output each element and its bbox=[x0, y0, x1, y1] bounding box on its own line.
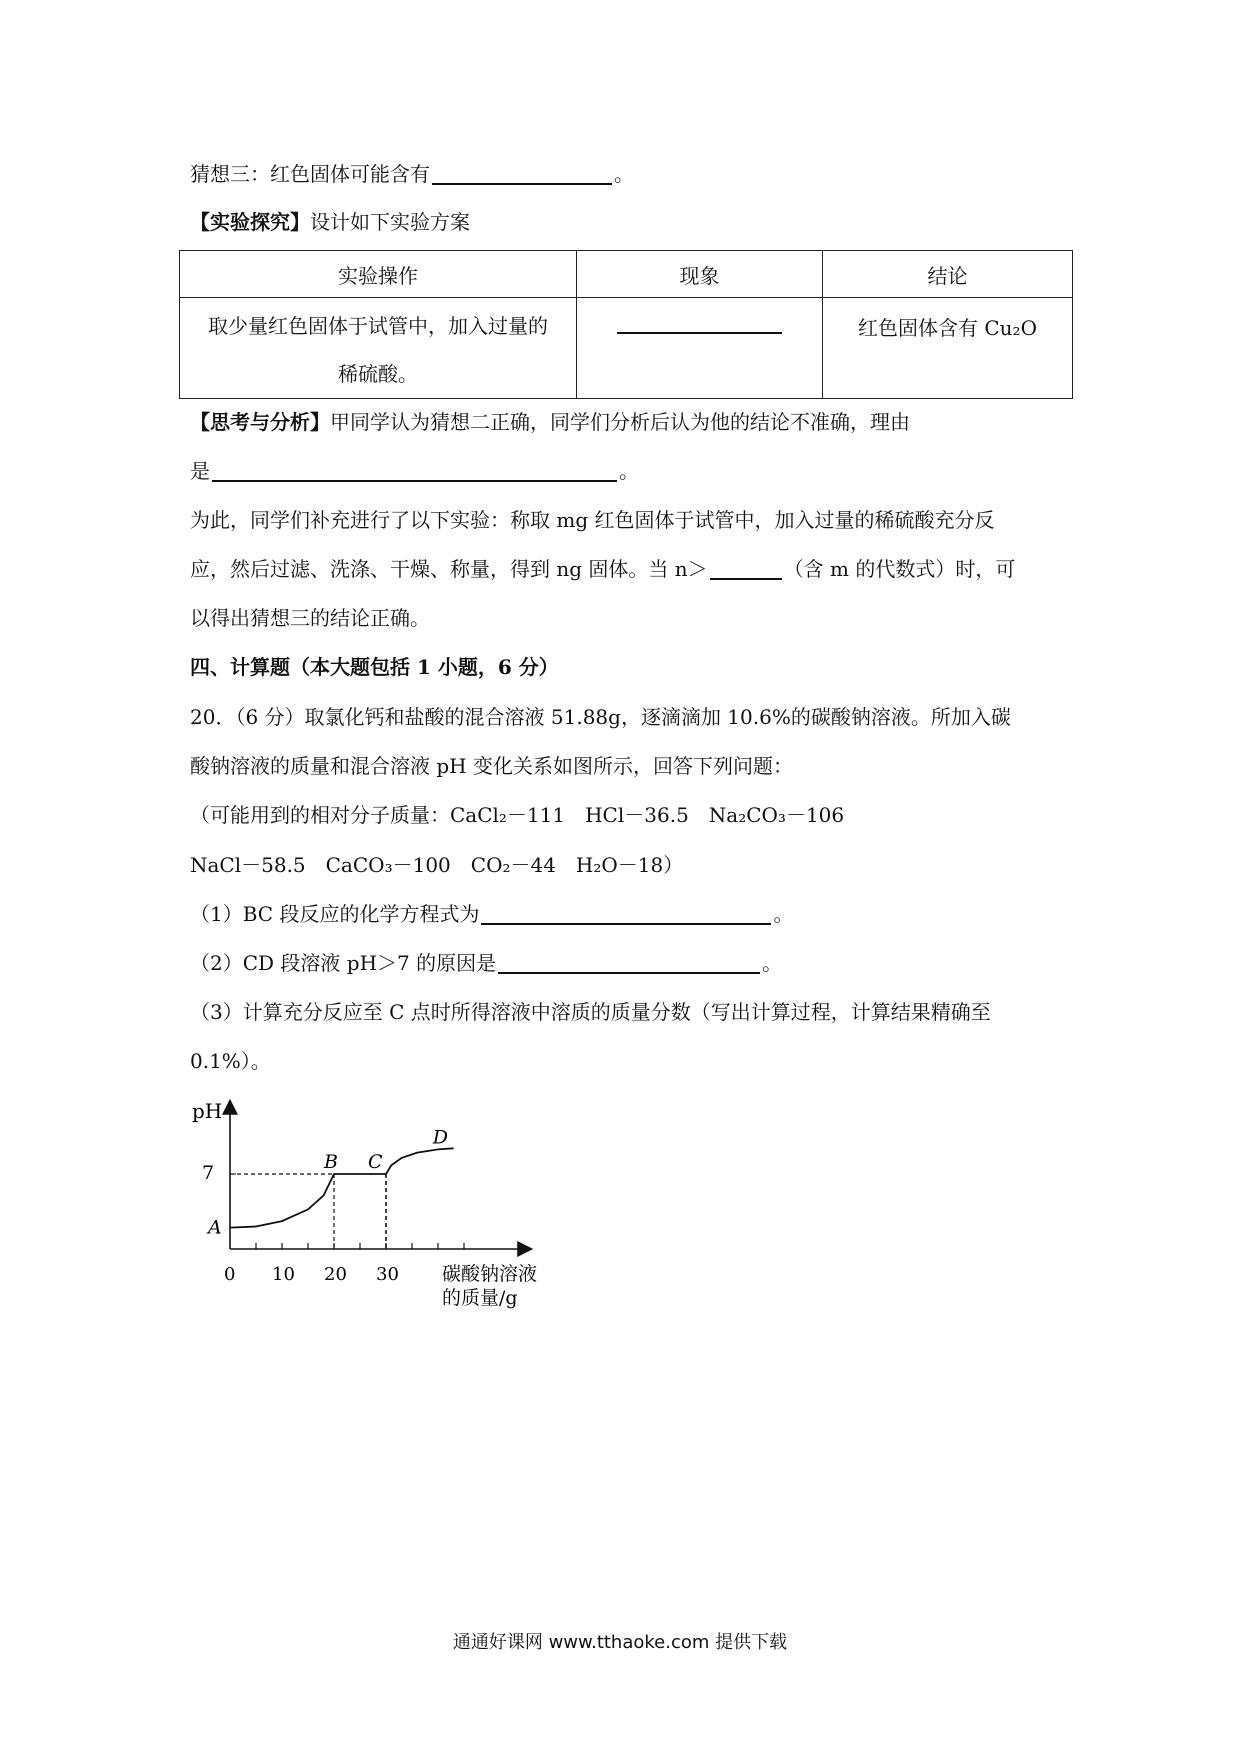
supplement-line1: 为此，同学们补充进行了以下实验：称取 mg 红色固体于试管中，加入过量的稀硫酸充分反 bbox=[190, 508, 995, 532]
analysis-bracket: 【思考与分析】 bbox=[190, 410, 330, 434]
reason-answer-blank[interactable] bbox=[212, 458, 617, 482]
supplement-line2-start: 应，然后过滤、洗涤、干燥、称量，得到 ng 固体。当 n＞ bbox=[190, 557, 708, 581]
cell-phenomenon bbox=[577, 298, 823, 399]
q20-sub1-end: 。 bbox=[773, 902, 794, 926]
y-axis-label: pH bbox=[192, 1099, 223, 1123]
analysis-text: 甲同学认为猜想二正确，同学们分析后认为他的结论不准确，理由 bbox=[330, 410, 910, 434]
y-tick-7: 7 bbox=[202, 1162, 215, 1184]
analysis-line2-start: 是 bbox=[190, 459, 210, 483]
table-row bbox=[180, 298, 1073, 399]
q20-line1: 20．（6 分）取氯化钙和盐酸的混合溶液 51.88g，逐滴滴加 10.6%的碳酸钠溶液。所加入碳 bbox=[190, 705, 1011, 729]
experiment-heading-text: 设计如下实验方案 bbox=[310, 210, 470, 234]
point-label-d: D bbox=[432, 1126, 449, 1149]
supplement-line2 bbox=[190, 555, 1015, 583]
q20-line2: 酸钠溶液的质量和混合溶液 pH 变化关系如图所示，回答下列问题： bbox=[190, 754, 793, 778]
cell-conclusion: 红色固体含有 Cu₂O bbox=[823, 298, 1073, 399]
analysis-line1 bbox=[190, 408, 910, 436]
ph-chart bbox=[180, 1090, 580, 1320]
x-tick-20: 20 bbox=[324, 1264, 347, 1285]
x-tick-30: 30 bbox=[376, 1264, 399, 1285]
q20-sub2-end: 。 bbox=[762, 951, 783, 975]
q20-sub3-line1: （3）计算充分反应至 C 点时所得溶液中溶质的质量分数（写出计算过程，计算结果精确至 bbox=[190, 1000, 991, 1024]
guess3-end: 。 bbox=[614, 162, 634, 186]
q20-sub2-text: （2）CD 段溶液 pH＞7 的原因是 bbox=[190, 951, 497, 975]
n-expression-blank[interactable] bbox=[710, 556, 782, 580]
phenomenon-answer-blank[interactable] bbox=[617, 312, 782, 334]
header-phenomenon: 现象 bbox=[577, 251, 823, 298]
guess3-line bbox=[190, 160, 634, 188]
q20-masses-line2: NaCl－58.5 CaCO₃－100 CO₂－44 H₂O－18） bbox=[190, 853, 684, 877]
operation-line2: 稀硫酸。 bbox=[338, 362, 418, 386]
x-tick-0: 0 bbox=[224, 1264, 236, 1285]
supplement-line3: 以得出猜想三的结论正确。 bbox=[190, 606, 430, 630]
q20-sub1 bbox=[190, 900, 793, 928]
experiment-table bbox=[179, 250, 1073, 399]
footer: 通通好课网 www.tthaoke.com 提供下载 bbox=[452, 1632, 788, 1653]
header-operation: 实验操作 bbox=[180, 251, 577, 298]
q20-sub3-line2: 0.1%）。 bbox=[190, 1049, 271, 1073]
equation-answer-blank[interactable] bbox=[481, 901, 771, 925]
guess3-text: 猜想三：红色固体可能含有 bbox=[190, 162, 430, 186]
point-label-b: B bbox=[324, 1151, 338, 1173]
header-conclusion: 结论 bbox=[823, 251, 1073, 298]
operation-line1: 取少量红色固体于试管中，加入过量的 bbox=[208, 314, 548, 338]
analysis-line2 bbox=[190, 457, 639, 485]
point-label-c: C bbox=[368, 1151, 383, 1173]
table-header-row bbox=[180, 251, 1073, 298]
ph-curve-series bbox=[230, 1148, 454, 1227]
guess3-answer-blank[interactable] bbox=[432, 161, 612, 185]
x-tick-10: 10 bbox=[272, 1264, 295, 1285]
section4-title: 四、计算题（本大题包括 1 小题，6 分） bbox=[190, 655, 559, 679]
analysis-line2-end: 。 bbox=[619, 459, 639, 483]
experiment-heading-bracket: 【实验探究】 bbox=[190, 210, 310, 234]
q20-sub1-text: （1）BC 段反应的化学方程式为 bbox=[190, 902, 480, 926]
cd-reason-answer-blank[interactable] bbox=[498, 950, 760, 974]
x-axis-label-line1: 碳酸钠溶液 bbox=[442, 1263, 538, 1285]
q20-sub2 bbox=[190, 949, 782, 977]
experiment-heading bbox=[190, 208, 470, 236]
point-label-a: A bbox=[208, 1216, 222, 1239]
x-axis-label-line2: 的质量/g bbox=[442, 1287, 518, 1309]
cell-operation bbox=[180, 298, 577, 399]
q20-masses-line1: （可能用到的相对分子质量：CaCl₂－111 HCl－36.5 Na₂CO₃－106 bbox=[190, 803, 845, 827]
supplement-line2-end: （含 m 的代数式）时，可 bbox=[783, 557, 1016, 581]
